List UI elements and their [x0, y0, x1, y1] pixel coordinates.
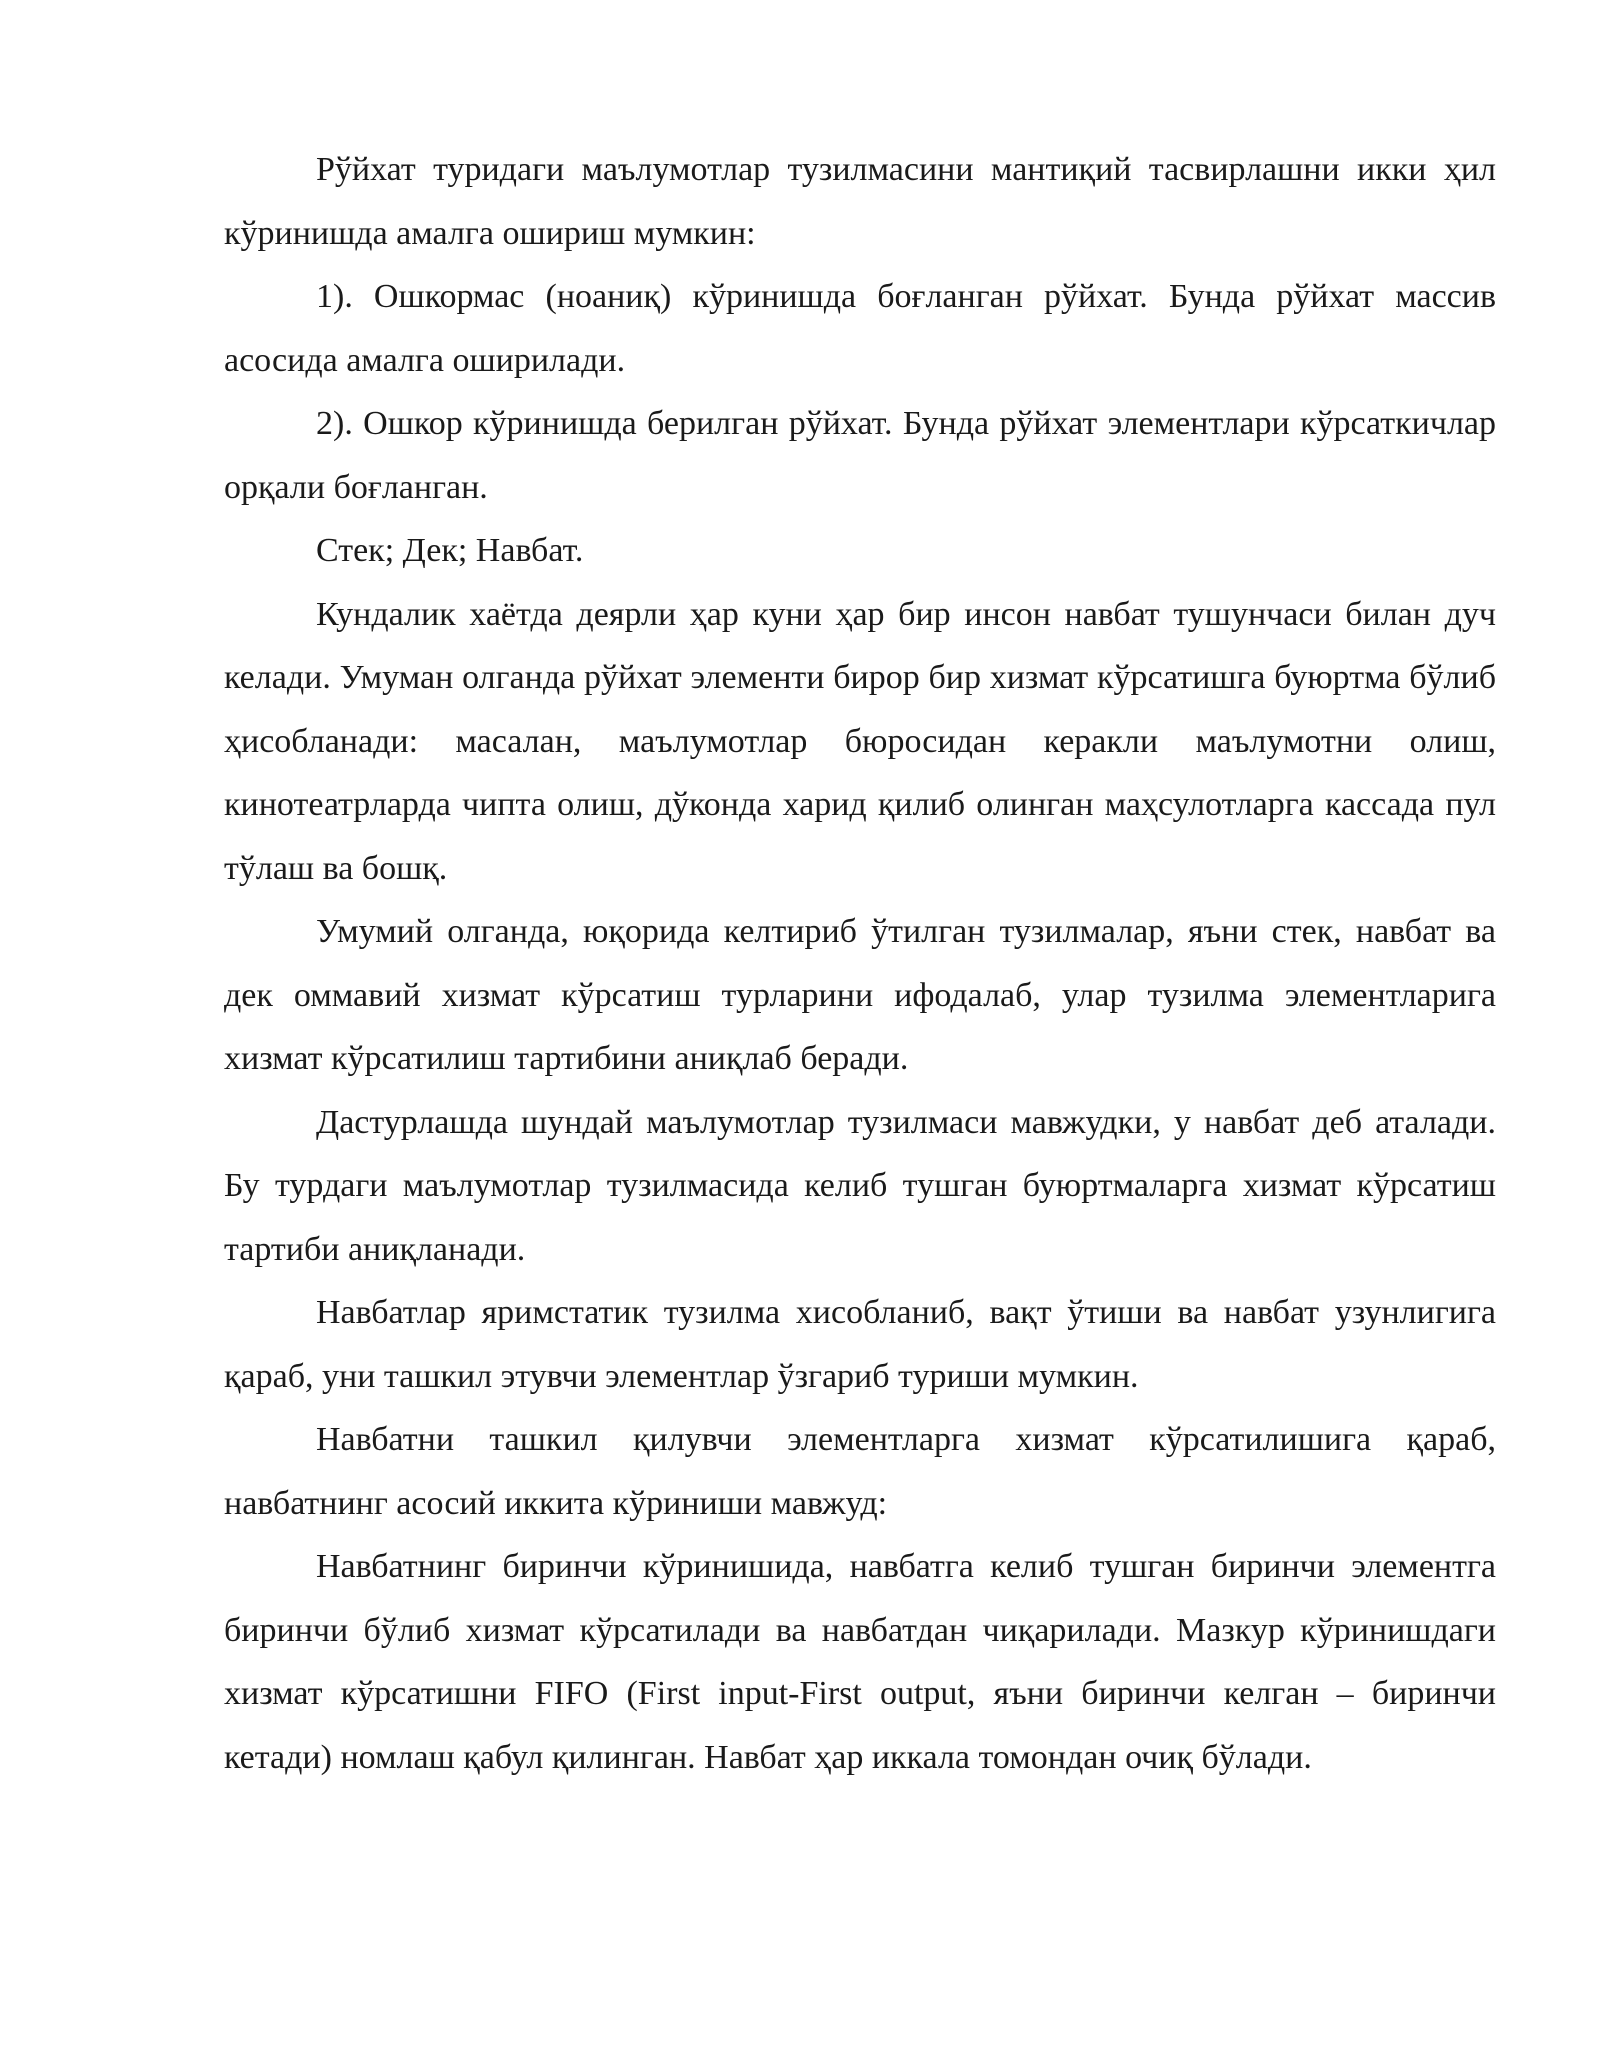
paragraph: Дастурлашда шундай маълумотлар тузилмаси мавжудки, у навбат деб аталади. Бу турдаги маълумотлар тузилмасида келиб тушган буюртмаларга хизмат кўрсатиш тартиби аниқланади. — [224, 1103, 1496, 1268]
paragraph: Стек; Дек; Навбат. — [316, 532, 584, 569]
paragraph: 2). Ошкор кўринишда берилган рўйхат. Бунда рўйхат элементлари кўрсаткичлар орқали боғланган. — [224, 405, 1496, 506]
paragraph: Умумий олганда, юқорида келтириб ўтилган тузилмалар, яъни стек, навбат ва дек оммавий хизмат кўрсатиш турларини ифодалаб, улар тузилма элементларига хизмат кўрсатилиш тартибини аниқлаб беради. — [224, 913, 1496, 1077]
paragraph: Навбатлар яримстатик тузилма хисобланиб, вақт ўтиши ва навбат узунлигига қараб, уни ташкил этувчи элементлар ўзгариб туриши мумкин. — [224, 1294, 1496, 1395]
document-body — [224, 138, 1496, 1789]
paragraph: 1). Ошкормас (ноаниқ) кўринишда боғланган рўйхат. Бунда рўйхат массив асосида амалга оширилади. — [224, 278, 1496, 379]
paragraph: Рўйхат туридаги маълумотлар тузилмасини мантиқий тасвирлашни икки ҳил кўринишда амалга ошириш мумкин: — [224, 151, 1496, 252]
paragraph: Кундалик хаётда деярли ҳар куни ҳар бир инсон навбат тушунчаси билан дуч келади. Умуман олганда рўйхат элементи бирор бир хизмат кўрсатишга буюртма бўлиб ҳисобланади: масалан, маълумотлар бюросидан керакли маълумотни олиш, кинотеатрларда чипта олиш, дўконда харид қилиб олинган маҳсулотларга кассада пул тўлаш ва бошқ. — [224, 595, 1496, 887]
paragraph: Навбатнинг биринчи кўринишида, навбатга келиб тушган биринчи элементга биринчи бўлиб хизмат кўрсатилади ва навбатдан чиқарилади. Мазкур кўринишдаги хизмат кўрсатишни FIFO (First input-First output, яъни биринчи келган – биринчи кетади) номлаш қабул қилинган. Навбат ҳар иккала томондан очиқ бўлади. — [224, 1548, 1496, 1776]
paragraph: Навбатни ташкил қилувчи элементларга хизмат кўрсатилишига қараб, навбатнинг асосий иккита кўриниши мавжуд: — [224, 1421, 1496, 1522]
